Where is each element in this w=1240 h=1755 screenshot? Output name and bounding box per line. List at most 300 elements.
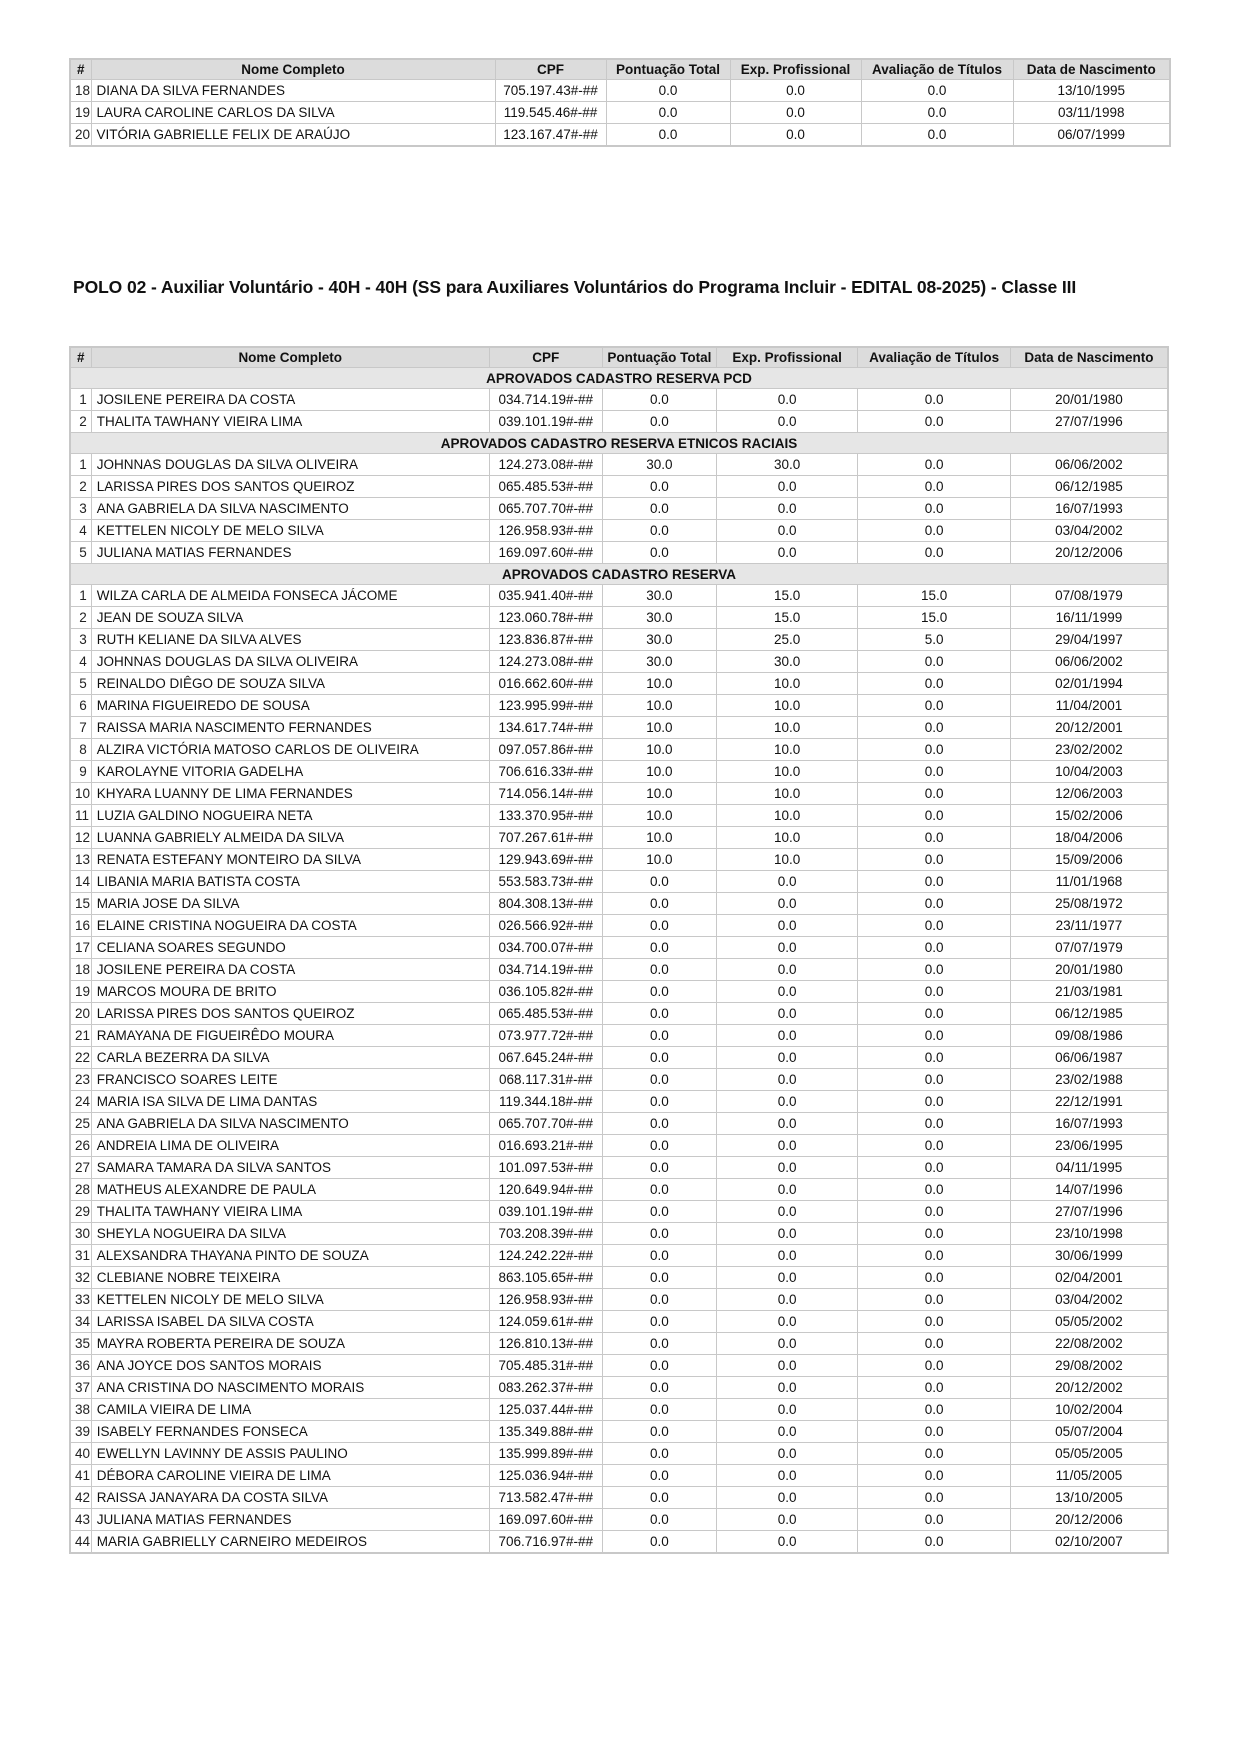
candidate-name: LAURA CAROLINE CARLOS DA SILVA bbox=[91, 102, 495, 124]
experience-score: 10.0 bbox=[716, 849, 857, 871]
titles-score: 0.0 bbox=[858, 717, 1011, 739]
candidate-name: ANA CRISTINA DO NASCIMENTO MORAIS bbox=[91, 1377, 489, 1399]
titles-score: 0.0 bbox=[858, 1509, 1011, 1531]
birth-date: 11/05/2005 bbox=[1010, 1465, 1168, 1487]
row-number: 3 bbox=[70, 498, 91, 520]
cpf-value: 036.105.82#-## bbox=[489, 981, 602, 1003]
cpf-value: 035.941.40#-## bbox=[489, 585, 602, 607]
titles-score: 0.0 bbox=[858, 1531, 1011, 1554]
row-number: 13 bbox=[70, 849, 91, 871]
cpf-value: 124.242.22#-## bbox=[489, 1245, 602, 1267]
experience-score: 0.0 bbox=[716, 1135, 857, 1157]
total-score: 10.0 bbox=[602, 849, 716, 871]
total-score: 0.0 bbox=[602, 1289, 716, 1311]
total-score: 0.0 bbox=[602, 1421, 716, 1443]
birth-date: 13/10/1995 bbox=[1013, 80, 1170, 102]
experience-score: 0.0 bbox=[716, 1267, 857, 1289]
total-score: 30.0 bbox=[602, 585, 716, 607]
titles-score: 0.0 bbox=[858, 1377, 1011, 1399]
cpf-value: 124.059.61#-## bbox=[489, 1311, 602, 1333]
table-row bbox=[70, 1531, 1168, 1554]
titles-score: 0.0 bbox=[858, 1223, 1011, 1245]
table-header-row bbox=[70, 347, 1168, 368]
total-score: 0.0 bbox=[606, 80, 730, 102]
birth-date: 15/02/2006 bbox=[1010, 805, 1168, 827]
experience-score: 0.0 bbox=[716, 1047, 857, 1069]
total-score: 30.0 bbox=[602, 454, 716, 476]
cpf-value: 083.262.37#-## bbox=[489, 1377, 602, 1399]
cpf-value: 703.208.39#-## bbox=[489, 1223, 602, 1245]
cpf-value: 863.105.65#-## bbox=[489, 1267, 602, 1289]
row-number: 12 bbox=[70, 827, 91, 849]
row-number: 35 bbox=[70, 1333, 91, 1355]
table-row bbox=[70, 1091, 1168, 1113]
experience-score: 0.0 bbox=[716, 542, 857, 564]
row-number: 18 bbox=[70, 959, 91, 981]
row-number: 17 bbox=[70, 937, 91, 959]
titles-score: 0.0 bbox=[858, 981, 1011, 1003]
table-row bbox=[70, 1267, 1168, 1289]
candidate-name: CLEBIANE NOBRE TEIXEIRA bbox=[91, 1267, 489, 1289]
titles-score: 0.0 bbox=[858, 915, 1011, 937]
birth-date: 05/07/2004 bbox=[1010, 1421, 1168, 1443]
birth-date: 20/01/1980 bbox=[1010, 959, 1168, 981]
candidate-name: KETTELEN NICOLY DE MELO SILVA bbox=[91, 1289, 489, 1311]
experience-score: 0.0 bbox=[716, 1311, 857, 1333]
birth-date: 16/07/1993 bbox=[1010, 1113, 1168, 1135]
experience-score: 0.0 bbox=[716, 411, 857, 433]
titles-score: 0.0 bbox=[861, 124, 1013, 147]
cpf-value: 016.693.21#-## bbox=[489, 1135, 602, 1157]
candidate-name: LUZIA GALDINO NOGUEIRA NETA bbox=[91, 805, 489, 827]
birth-date: 11/01/1968 bbox=[1010, 871, 1168, 893]
cpf-value: 120.649.94#-## bbox=[489, 1179, 602, 1201]
table-row bbox=[70, 1509, 1168, 1531]
titles-score: 0.0 bbox=[858, 1003, 1011, 1025]
row-number: 8 bbox=[70, 739, 91, 761]
candidate-name: LARISSA ISABEL DA SILVA COSTA bbox=[91, 1311, 489, 1333]
birth-date: 14/07/1996 bbox=[1010, 1179, 1168, 1201]
table-row bbox=[70, 1025, 1168, 1047]
birth-date: 20/01/1980 bbox=[1010, 389, 1168, 411]
cpf-value: 097.057.86#-## bbox=[489, 739, 602, 761]
titles-score: 0.0 bbox=[861, 102, 1013, 124]
experience-score: 10.0 bbox=[716, 761, 857, 783]
candidate-name: EWELLYN LAVINNY DE ASSIS PAULINO bbox=[91, 1443, 489, 1465]
experience-score: 0.0 bbox=[716, 1443, 857, 1465]
group-header-row bbox=[70, 564, 1168, 585]
candidate-name: FRANCISCO SOARES LEITE bbox=[91, 1069, 489, 1091]
candidate-name: MATHEUS ALEXANDRE DE PAULA bbox=[91, 1179, 489, 1201]
candidate-name: RAMAYANA DE FIGUEIRÊDO MOURA bbox=[91, 1025, 489, 1047]
experience-score: 15.0 bbox=[716, 607, 857, 629]
birth-date: 07/08/1979 bbox=[1010, 585, 1168, 607]
titles-score: 0.0 bbox=[858, 849, 1011, 871]
birth-date: 20/12/2002 bbox=[1010, 1377, 1168, 1399]
experience-score: 0.0 bbox=[716, 1157, 857, 1179]
titles-score: 0.0 bbox=[858, 761, 1011, 783]
table-header-row bbox=[70, 59, 1170, 80]
cpf-value: 101.097.53#-## bbox=[489, 1157, 602, 1179]
row-number: 16 bbox=[70, 915, 91, 937]
cpf-value: 125.037.44#-## bbox=[489, 1399, 602, 1421]
total-score: 0.0 bbox=[602, 1487, 716, 1509]
row-number: 44 bbox=[70, 1531, 91, 1554]
row-number: 1 bbox=[70, 389, 91, 411]
total-score: 0.0 bbox=[602, 1355, 716, 1377]
row-number: 20 bbox=[70, 1003, 91, 1025]
row-number: 21 bbox=[70, 1025, 91, 1047]
birth-date: 03/11/1998 bbox=[1013, 102, 1170, 124]
titles-score: 0.0 bbox=[858, 1267, 1011, 1289]
total-score: 0.0 bbox=[602, 959, 716, 981]
experience-score: 0.0 bbox=[716, 1531, 857, 1554]
table-row bbox=[70, 520, 1168, 542]
titles-score: 0.0 bbox=[858, 1201, 1011, 1223]
cpf-value: 119.344.18#-## bbox=[489, 1091, 602, 1113]
cpf-value: 714.056.14#-## bbox=[489, 783, 602, 805]
candidate-name: DIANA DA SILVA FERNANDES bbox=[91, 80, 495, 102]
total-score: 0.0 bbox=[602, 1311, 716, 1333]
total-score: 0.0 bbox=[602, 1047, 716, 1069]
birth-date: 29/04/1997 bbox=[1010, 629, 1168, 651]
total-score: 0.0 bbox=[602, 389, 716, 411]
cpf-value: 034.714.19#-## bbox=[489, 389, 602, 411]
experience-score: 0.0 bbox=[716, 1421, 857, 1443]
row-number: 9 bbox=[70, 761, 91, 783]
titles-score: 0.0 bbox=[858, 1069, 1011, 1091]
experience-score: 10.0 bbox=[716, 695, 857, 717]
candidate-name: SHEYLA NOGUEIRA DA SILVA bbox=[91, 1223, 489, 1245]
group-label: APROVADOS CADASTRO RESERVA ETNICOS RACIAIS bbox=[70, 433, 1168, 454]
titles-score: 15.0 bbox=[858, 585, 1011, 607]
titles-score: 0.0 bbox=[858, 454, 1011, 476]
table-row bbox=[70, 893, 1168, 915]
table-row bbox=[70, 959, 1168, 981]
birth-date: 11/04/2001 bbox=[1010, 695, 1168, 717]
total-score: 0.0 bbox=[602, 476, 716, 498]
table-row bbox=[70, 389, 1168, 411]
table-row bbox=[70, 673, 1168, 695]
candidate-name: MARIA ISA SILVA DE LIMA DANTAS bbox=[91, 1091, 489, 1113]
candidate-name: ALEXSANDRA THAYANA PINTO DE SOUZA bbox=[91, 1245, 489, 1267]
candidate-name: THALITA TAWHANY VIEIRA LIMA bbox=[91, 411, 489, 433]
candidate-name: JULIANA MATIAS FERNANDES bbox=[91, 542, 489, 564]
cpf-value: 039.101.19#-## bbox=[489, 411, 602, 433]
birth-date: 21/03/1981 bbox=[1010, 981, 1168, 1003]
experience-score: 10.0 bbox=[716, 673, 857, 695]
candidate-name: ALZIRA VICTÓRIA MATOSO CARLOS DE OLIVEIRA bbox=[91, 739, 489, 761]
titles-score: 0.0 bbox=[858, 1333, 1011, 1355]
row-number: 7 bbox=[70, 717, 91, 739]
cpf-value: 026.566.92#-## bbox=[489, 915, 602, 937]
birth-date: 10/02/2004 bbox=[1010, 1399, 1168, 1421]
row-number: 26 bbox=[70, 1135, 91, 1157]
titles-score: 0.0 bbox=[858, 1157, 1011, 1179]
table-row bbox=[70, 1399, 1168, 1421]
experience-score: 0.0 bbox=[716, 1223, 857, 1245]
table-row bbox=[70, 1135, 1168, 1157]
row-number: 41 bbox=[70, 1465, 91, 1487]
row-number: 40 bbox=[70, 1443, 91, 1465]
titles-score: 0.0 bbox=[858, 476, 1011, 498]
table-row bbox=[70, 411, 1168, 433]
cpf-value: 134.617.74#-## bbox=[489, 717, 602, 739]
table-row bbox=[70, 454, 1168, 476]
row-number: 4 bbox=[70, 520, 91, 542]
cpf-value: 553.583.73#-## bbox=[489, 871, 602, 893]
total-score: 0.0 bbox=[602, 1465, 716, 1487]
experience-score: 0.0 bbox=[716, 1355, 857, 1377]
titles-score: 0.0 bbox=[858, 542, 1011, 564]
candidate-name: LARISSA PIRES DOS SANTOS QUEIROZ bbox=[91, 476, 489, 498]
candidate-name: VITÓRIA GABRIELLE FELIX DE ARAÚJO bbox=[91, 124, 495, 147]
titles-score: 0.0 bbox=[858, 871, 1011, 893]
titles-score: 0.0 bbox=[858, 893, 1011, 915]
row-number: 29 bbox=[70, 1201, 91, 1223]
birth-date: 02/01/1994 bbox=[1010, 673, 1168, 695]
titles-score: 0.0 bbox=[858, 827, 1011, 849]
table-row bbox=[70, 102, 1170, 124]
total-score: 10.0 bbox=[602, 827, 716, 849]
experience-score: 0.0 bbox=[716, 389, 857, 411]
titles-score: 0.0 bbox=[858, 739, 1011, 761]
total-score: 0.0 bbox=[602, 871, 716, 893]
experience-score: 0.0 bbox=[716, 1113, 857, 1135]
titles-score: 0.0 bbox=[858, 1135, 1011, 1157]
total-score: 0.0 bbox=[602, 1201, 716, 1223]
row-number: 14 bbox=[70, 871, 91, 893]
row-number: 38 bbox=[70, 1399, 91, 1421]
experience-score: 0.0 bbox=[716, 1509, 857, 1531]
experience-score: 0.0 bbox=[716, 1399, 857, 1421]
titles-score: 0.0 bbox=[858, 1399, 1011, 1421]
table-row bbox=[70, 607, 1168, 629]
table-row bbox=[70, 981, 1168, 1003]
total-score: 10.0 bbox=[602, 761, 716, 783]
experience-score: 15.0 bbox=[716, 585, 857, 607]
row-number: 22 bbox=[70, 1047, 91, 1069]
birth-date: 06/12/1985 bbox=[1010, 1003, 1168, 1025]
table-row bbox=[70, 651, 1168, 673]
total-score: 10.0 bbox=[602, 717, 716, 739]
cpf-value: 707.267.61#-## bbox=[489, 827, 602, 849]
total-score: 0.0 bbox=[602, 893, 716, 915]
birth-date: 20/12/2006 bbox=[1010, 1509, 1168, 1531]
row-number: 1 bbox=[70, 585, 91, 607]
experience-score: 30.0 bbox=[716, 454, 857, 476]
candidate-name: LIBANIA MARIA BATISTA COSTA bbox=[91, 871, 489, 893]
table-row bbox=[70, 1355, 1168, 1377]
row-number: 32 bbox=[70, 1267, 91, 1289]
table-row bbox=[70, 1157, 1168, 1179]
candidate-name: ELAINE CRISTINA NOGUEIRA DA COSTA bbox=[91, 915, 489, 937]
table-row bbox=[70, 124, 1170, 147]
experience-score: 0.0 bbox=[730, 124, 861, 147]
row-number: 33 bbox=[70, 1289, 91, 1311]
total-score: 10.0 bbox=[602, 805, 716, 827]
candidate-name: MARIA JOSE DA SILVA bbox=[91, 893, 489, 915]
table-row bbox=[70, 717, 1168, 739]
cpf-value: 169.097.60#-## bbox=[489, 1509, 602, 1531]
table-row bbox=[70, 761, 1168, 783]
experience-score: 25.0 bbox=[716, 629, 857, 651]
total-score: 30.0 bbox=[602, 607, 716, 629]
table-row bbox=[70, 1003, 1168, 1025]
candidate-name: LUANNA GABRIELY ALMEIDA DA SILVA bbox=[91, 827, 489, 849]
titles-score: 0.0 bbox=[858, 1179, 1011, 1201]
birth-date: 13/10/2005 bbox=[1010, 1487, 1168, 1509]
row-number: 19 bbox=[70, 102, 91, 124]
titles-score: 0.0 bbox=[861, 80, 1013, 102]
table-row bbox=[70, 937, 1168, 959]
col-header-experience: Exp. Profissional bbox=[716, 347, 857, 368]
birth-date: 16/11/1999 bbox=[1010, 607, 1168, 629]
cpf-value: 126.958.93#-## bbox=[489, 520, 602, 542]
titles-score: 0.0 bbox=[858, 1443, 1011, 1465]
table-row bbox=[70, 871, 1168, 893]
total-score: 0.0 bbox=[602, 520, 716, 542]
experience-score: 0.0 bbox=[716, 1245, 857, 1267]
cpf-value: 039.101.19#-## bbox=[489, 1201, 602, 1223]
experience-score: 0.0 bbox=[716, 915, 857, 937]
row-number: 15 bbox=[70, 893, 91, 915]
total-score: 0.0 bbox=[602, 1267, 716, 1289]
candidate-name: REINALDO DIÊGO DE SOUZA SILVA bbox=[91, 673, 489, 695]
table-row bbox=[70, 849, 1168, 871]
total-score: 0.0 bbox=[602, 1025, 716, 1047]
total-score: 0.0 bbox=[602, 1399, 716, 1421]
candidate-name: JEAN DE SOUZA SILVA bbox=[91, 607, 489, 629]
experience-score: 0.0 bbox=[716, 1377, 857, 1399]
group-label: APROVADOS CADASTRO RESERVA PCD bbox=[70, 368, 1168, 389]
titles-score: 0.0 bbox=[858, 673, 1011, 695]
birth-date: 06/06/2002 bbox=[1010, 454, 1168, 476]
total-score: 0.0 bbox=[602, 1113, 716, 1135]
col-header-titles: Avaliação de Títulos bbox=[861, 59, 1013, 80]
candidate-name: CAMILA VIEIRA DE LIMA bbox=[91, 1399, 489, 1421]
row-number: 24 bbox=[70, 1091, 91, 1113]
birth-date: 23/02/1988 bbox=[1010, 1069, 1168, 1091]
candidate-name: DÉBORA CAROLINE VIEIRA DE LIMA bbox=[91, 1465, 489, 1487]
experience-score: 0.0 bbox=[716, 1025, 857, 1047]
cpf-value: 706.616.33#-## bbox=[489, 761, 602, 783]
cpf-value: 124.273.08#-## bbox=[489, 651, 602, 673]
total-score: 0.0 bbox=[602, 1003, 716, 1025]
table-row bbox=[70, 80, 1170, 102]
candidate-name: KAROLAYNE VITORIA GADELHA bbox=[91, 761, 489, 783]
row-number: 20 bbox=[70, 124, 91, 147]
birth-date: 29/08/2002 bbox=[1010, 1355, 1168, 1377]
total-score: 30.0 bbox=[602, 629, 716, 651]
candidate-name: ANA GABRIELA DA SILVA NASCIMENTO bbox=[91, 498, 489, 520]
birth-date: 20/12/2006 bbox=[1010, 542, 1168, 564]
cpf-value: 123.836.87#-## bbox=[489, 629, 602, 651]
experience-score: 0.0 bbox=[716, 1289, 857, 1311]
cpf-value: 125.036.94#-## bbox=[489, 1465, 602, 1487]
candidate-name: JOSILENE PEREIRA DA COSTA bbox=[91, 959, 489, 981]
total-score: 0.0 bbox=[602, 1135, 716, 1157]
table-row bbox=[70, 1289, 1168, 1311]
cpf-value: 705.197.43#-## bbox=[495, 80, 606, 102]
results-table bbox=[69, 346, 1169, 1554]
row-number: 5 bbox=[70, 673, 91, 695]
col-header-titles: Avaliação de Títulos bbox=[858, 347, 1011, 368]
experience-score: 0.0 bbox=[716, 959, 857, 981]
table-body bbox=[70, 368, 1168, 1554]
birth-date: 03/04/2002 bbox=[1010, 520, 1168, 542]
results-table-continued bbox=[69, 58, 1171, 147]
total-score: 0.0 bbox=[602, 498, 716, 520]
birth-date: 09/08/1986 bbox=[1010, 1025, 1168, 1047]
total-score: 0.0 bbox=[602, 1245, 716, 1267]
titles-score: 0.0 bbox=[858, 389, 1011, 411]
cpf-value: 034.714.19#-## bbox=[489, 959, 602, 981]
experience-score: 10.0 bbox=[716, 805, 857, 827]
col-header-cpf: CPF bbox=[489, 347, 602, 368]
candidate-name: MARCOS MOURA DE BRITO bbox=[91, 981, 489, 1003]
cpf-value: 124.273.08#-## bbox=[489, 454, 602, 476]
candidate-name: RUTH KELIANE DA SILVA ALVES bbox=[91, 629, 489, 651]
experience-score: 0.0 bbox=[716, 1333, 857, 1355]
experience-score: 10.0 bbox=[716, 783, 857, 805]
birth-date: 06/12/1985 bbox=[1010, 476, 1168, 498]
col-header-birthdate: Data de Nascimento bbox=[1013, 59, 1170, 80]
birth-date: 20/12/2001 bbox=[1010, 717, 1168, 739]
table-row bbox=[70, 1113, 1168, 1135]
titles-score: 0.0 bbox=[858, 1465, 1011, 1487]
birth-date: 23/06/1995 bbox=[1010, 1135, 1168, 1157]
candidate-name: JOSILENE PEREIRA DA COSTA bbox=[91, 389, 489, 411]
cpf-value: 016.662.60#-## bbox=[489, 673, 602, 695]
candidate-name: MAYRA ROBERTA PEREIRA DE SOUZA bbox=[91, 1333, 489, 1355]
titles-score: 0.0 bbox=[858, 783, 1011, 805]
experience-score: 0.0 bbox=[716, 871, 857, 893]
cpf-value: 135.999.89#-## bbox=[489, 1443, 602, 1465]
cpf-value: 126.958.93#-## bbox=[489, 1289, 602, 1311]
total-score: 0.0 bbox=[602, 1069, 716, 1091]
group-header-row bbox=[70, 368, 1168, 389]
birth-date: 03/04/2002 bbox=[1010, 1289, 1168, 1311]
experience-score: 0.0 bbox=[716, 1069, 857, 1091]
col-header-birthdate: Data de Nascimento bbox=[1010, 347, 1168, 368]
experience-score: 0.0 bbox=[716, 937, 857, 959]
experience-score: 0.0 bbox=[716, 1179, 857, 1201]
group-label: APROVADOS CADASTRO RESERVA bbox=[70, 564, 1168, 585]
row-number: 31 bbox=[70, 1245, 91, 1267]
total-score: 10.0 bbox=[602, 673, 716, 695]
titles-score: 5.0 bbox=[858, 629, 1011, 651]
titles-score: 0.0 bbox=[858, 1113, 1011, 1135]
birth-date: 22/12/1991 bbox=[1010, 1091, 1168, 1113]
table-row bbox=[70, 1179, 1168, 1201]
cpf-value: 123.060.78#-## bbox=[489, 607, 602, 629]
total-score: 10.0 bbox=[602, 695, 716, 717]
total-score: 10.0 bbox=[602, 739, 716, 761]
total-score: 0.0 bbox=[602, 1157, 716, 1179]
birth-date: 04/11/1995 bbox=[1010, 1157, 1168, 1179]
birth-date: 27/07/1996 bbox=[1010, 1201, 1168, 1223]
experience-score: 0.0 bbox=[730, 80, 861, 102]
group-header-row bbox=[70, 433, 1168, 454]
experience-score: 10.0 bbox=[716, 717, 857, 739]
candidate-name: MARINA FIGUEIREDO DE SOUSA bbox=[91, 695, 489, 717]
table-row bbox=[70, 585, 1168, 607]
table-row bbox=[70, 805, 1168, 827]
birth-date: 10/04/2003 bbox=[1010, 761, 1168, 783]
cpf-value: 065.485.53#-## bbox=[489, 476, 602, 498]
titles-score: 0.0 bbox=[858, 498, 1011, 520]
